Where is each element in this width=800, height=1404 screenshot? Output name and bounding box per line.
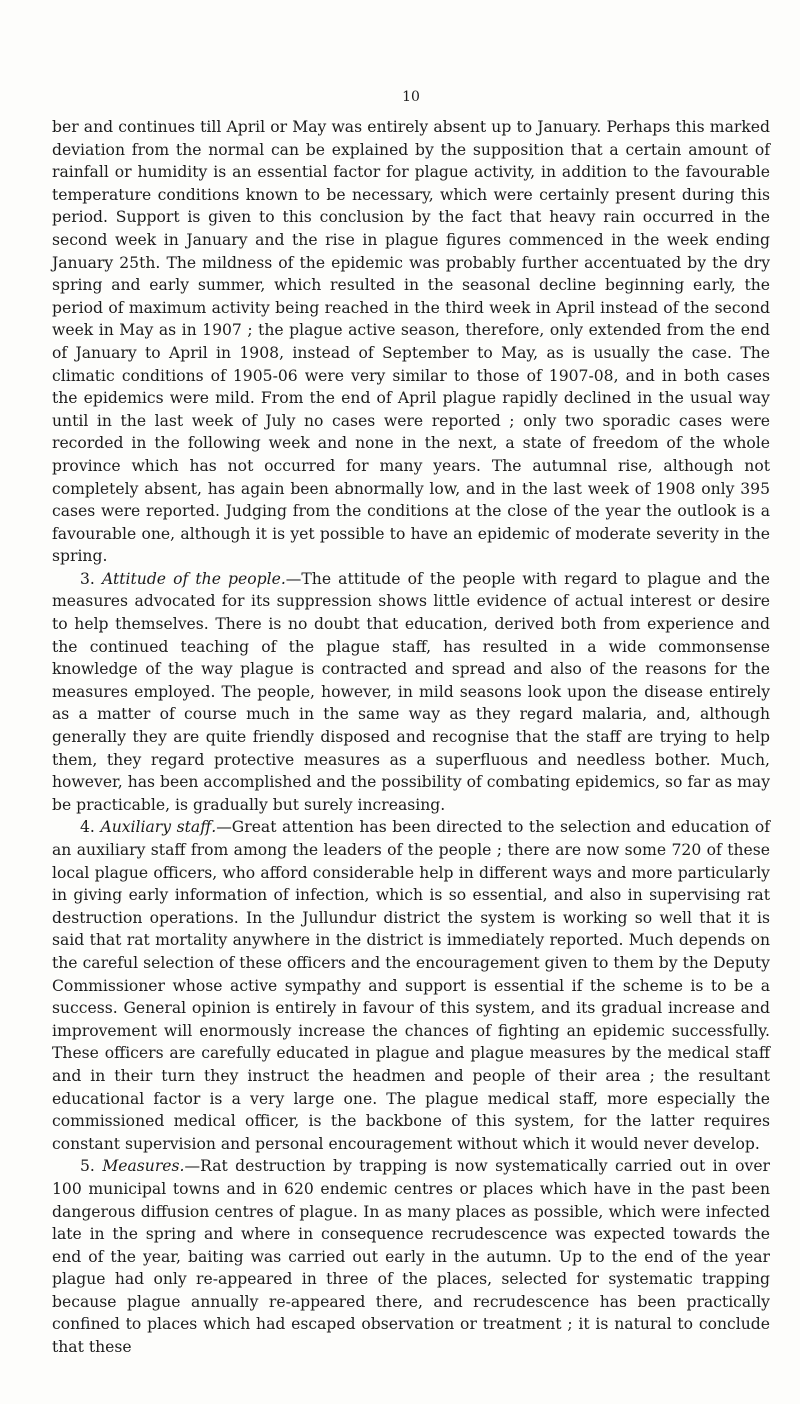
document-page bbox=[52, 0, 770, 1359]
paragraph-continuation bbox=[52, 116, 770, 568]
page-number: 10 bbox=[402, 89, 420, 105]
paragraph-text: —The attitude of the people with regard to plague and the measures advocated for its suppression shows little evidence of actual interest or desire to help themselves. There is no doubt that education, derived both from experience and the continued teaching of the plague staff, has resulted in a wide commonsense knowledge of the way plague is contracted and spread and also of the reasons for the measures employed. The people, however, in mild seasons look upon the disease entirely as a matter of course much in the same way as they regard malaria, and, although generally they are quite friendly disposed and recognise that the staff are trying to help them, they regard protective measures as a superfluous and needless bother. Much, however, has been accomplished and the possibility of combating epidemics, so far as may be practicable, is gradually but surely increasing. bbox=[52, 569, 771, 814]
section-heading: Auxiliary staff. bbox=[100, 818, 217, 837]
section-number: 5. bbox=[80, 1157, 95, 1176]
section-heading: Attitude of the people. bbox=[102, 569, 286, 588]
section-number: 3. bbox=[80, 569, 95, 588]
paragraph-text: —Great attention has been directed to the selection and education of an auxiliary staff from among the leaders of the people ; there are now some 720 of these local plague officers, who afford considerable help in different ways and more particularly in giving early information of infection, which is so essential, and also in supervising rat destruction operations. In the Jullundur district the system is working so well that it is said that rat mortality anywhere in the district is immediately reported. Much depends on the careful selection of these officers and the encouragement given to them by the Deputy Commissioner whose active sympathy and support is essential if the scheme is to be a success. General opinion is entirely in favour of this system, and its gradual increase and improvement will enormously increase the chances of fighting an epidemic successfully. These officers are carefully educated in plague and plague measures by the medical staff and in their turn they instruct the headmen and people of their area ; the resultant educational factor is a very large one. The plague medical staff, more especially the commissioned medical officer, is the backbone of this system, for the latter requires constant supervision and personal encouragement without which it would never develop. bbox=[52, 818, 770, 1153]
section-number: 4. bbox=[80, 818, 95, 837]
paragraph-text: ber and continues till April or May was entirely absent up to January. Perhaps this marked deviation from the normal can be explained by the supposition that a certain amount of rainfall or humidity is an essential factor for plague activity, in addition to the favourable temperature conditions known to be necessary, which were certainly present during this period. Support is given to this conclusion by the fact that heavy rain occurred in the second week in January and the rise in plague figures commenced in the week ending January 25th. The mildness of the epidemic was probably further accentuated by the dry spring and early summer, which resulted in the seasonal decline beginning early, the period of maximum activity being reached in the third week in April instead of the second week in May as in 1907 ; the plague active season, therefore, only extended from the end of January to April in 1908, instead of September to May, as is usually the case. The climatic conditions of 1905-06 were very similar to those of 1907-08, and in both cases the epidemics were mild. From the end of April plague rapidly declined in the usual way until in the last week of July no cases were reported ; only two sporadic cases were recorded in the following week and none in the next, a state of freedom of the whole province which has not occurred for many years. The autumnal rise, although not completely absent, has again been abnormally low, and in the last week of 1908 only 395 cases were reported. Judging from the conditions at the close of the year the outlook is a favourable one, although it is yet possible to have an epidemic of moderate severity in the spring. bbox=[52, 118, 770, 566]
paragraph-text: —Rat destruction by trapping is now systematically carried out in over 100 municipal towns and in 620 endemic centres or places which have in the past been dangerous diffusion centres of plague. In as many places as possible, which were infected late in the spring and where in consequence recrudescence was expected towards the end of the year, baiting was carried out early in the autumn. Up to the end of the year plague had only re-appeared in three of the places, selected for systematic trapping because plague annually re-appeared there, and recrudescence has been practically confined to places which had escaped observation or treatment ; it is natural to conclude that these bbox=[52, 1157, 770, 1357]
section-heading: Measures. bbox=[102, 1157, 185, 1176]
paragraph-measures bbox=[52, 1155, 770, 1358]
paragraph-auxiliary-staff bbox=[52, 816, 770, 1155]
paragraph-attitude-of-people bbox=[52, 568, 770, 817]
